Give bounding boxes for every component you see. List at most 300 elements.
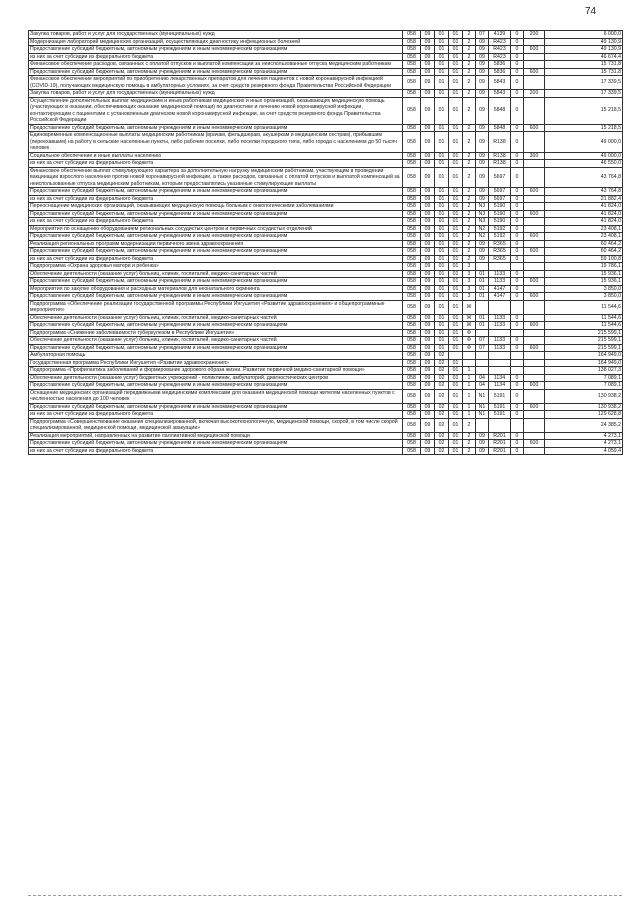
target-code-1-cell: 01 bbox=[449, 447, 463, 455]
target-code-3-cell: 09 bbox=[476, 68, 489, 76]
subsection-code-cell: 02 bbox=[435, 382, 449, 390]
target-code-4-cell: 5697 bbox=[489, 167, 511, 188]
chapter-code-cell: 058 bbox=[403, 329, 421, 337]
target-code-4-cell: R201 bbox=[489, 432, 511, 440]
target-code-3-cell: 01 bbox=[476, 278, 489, 286]
item-name-cell: Закупка товаров, работ и услуг для государственных (муниципальных) нужд bbox=[29, 31, 403, 39]
target-code-1-cell bbox=[449, 352, 463, 360]
section-code-cell: 09 bbox=[421, 322, 435, 330]
item-name-cell: Государственная программа Республики Ингушетия «Развитие здравоохранения» bbox=[29, 359, 403, 367]
expense-type-code-cell bbox=[524, 53, 545, 61]
subsection-code-cell: 01 bbox=[435, 38, 449, 46]
item-name-cell: из них за счет субсидии из федерального бюджета bbox=[29, 53, 403, 61]
subsection-code-cell: 01 bbox=[435, 233, 449, 241]
target-code-3-cell: 09 bbox=[476, 124, 489, 132]
target-code-1-cell: 01 bbox=[449, 31, 463, 39]
item-name-cell: Предоставление субсидий бюджетным, автономным учреждениям и иным некоммерческим организациям bbox=[29, 440, 403, 448]
expense-type-code-cell: 600 bbox=[524, 248, 545, 256]
section-code-cell: 09 bbox=[421, 270, 435, 278]
table-row bbox=[29, 314, 623, 322]
subsection-code-cell: 01 bbox=[435, 188, 449, 196]
section-code-cell: 09 bbox=[421, 160, 435, 168]
subsection-code-cell: 02 bbox=[435, 403, 449, 411]
target-code-3-cell: 09 bbox=[476, 152, 489, 160]
target-code-1-cell: 01 bbox=[449, 255, 463, 263]
target-code-5-cell: 0 bbox=[511, 167, 524, 188]
target-code-2-cell: 2 bbox=[463, 53, 476, 61]
item-name-cell: Закупка товаров, работ и услуг для государственных (муниципальных) нужд bbox=[29, 90, 403, 98]
expense-type-code-cell bbox=[524, 225, 545, 233]
target-code-1-cell: 01 bbox=[449, 248, 463, 256]
table-row bbox=[29, 352, 623, 360]
target-code-5-cell: 0 bbox=[511, 152, 524, 160]
target-code-2-cell: Ф bbox=[463, 329, 476, 337]
target-code-2-cell: 3 bbox=[463, 278, 476, 286]
target-code-5-cell bbox=[511, 300, 524, 314]
section-code-cell: 09 bbox=[421, 344, 435, 352]
budget-table bbox=[28, 30, 623, 455]
table-row bbox=[29, 167, 623, 188]
item-name-cell: Предоставление субсидий бюджетным, автономным учреждениям и иным некоммерческим организациям bbox=[29, 46, 403, 54]
target-code-2-cell: 2 bbox=[463, 225, 476, 233]
section-code-cell: 09 bbox=[421, 152, 435, 160]
section-code-cell: 09 bbox=[421, 352, 435, 360]
target-code-3-cell: 09 bbox=[476, 440, 489, 448]
target-code-2-cell: 2 bbox=[463, 203, 476, 211]
amount-cell: 11 544,6 bbox=[545, 300, 623, 314]
amount-cell: 3 850,0 bbox=[545, 285, 623, 293]
target-code-1-cell: 01 bbox=[449, 293, 463, 301]
amount-cell: 7 089,1 bbox=[545, 382, 623, 390]
target-code-3-cell: 07 bbox=[476, 337, 489, 345]
amount-cell: 129 628,8 bbox=[545, 411, 623, 419]
expense-type-code-cell: 600 bbox=[524, 344, 545, 352]
table-row bbox=[29, 322, 623, 330]
amount-cell: 43 764,8 bbox=[545, 167, 623, 188]
subsection-code-cell: 01 bbox=[435, 270, 449, 278]
item-name-cell: Предоставление субсидий бюджетным, автономным учреждениям и иным некоммерческим организациям bbox=[29, 124, 403, 132]
target-code-4-cell bbox=[489, 352, 511, 360]
target-code-2-cell: 2 bbox=[463, 447, 476, 455]
target-code-5-cell: 0 bbox=[511, 210, 524, 218]
target-code-5-cell bbox=[511, 418, 524, 432]
table-row bbox=[29, 132, 623, 153]
chapter-code-cell: 058 bbox=[403, 418, 421, 432]
section-code-cell: 09 bbox=[421, 210, 435, 218]
expense-type-code-cell bbox=[524, 300, 545, 314]
target-code-3-cell bbox=[476, 300, 489, 314]
chapter-code-cell: 058 bbox=[403, 53, 421, 61]
subsection-code-cell: 01 bbox=[435, 314, 449, 322]
item-name-cell: Предоставление субсидий бюджетным, автономным учреждениям и иным некоммерческим организациям bbox=[29, 278, 403, 286]
target-code-3-cell: 09 bbox=[476, 432, 489, 440]
expense-type-code-cell: 600 bbox=[524, 46, 545, 54]
amount-cell: 6 000,0 bbox=[545, 31, 623, 39]
target-code-4-cell: 4139 bbox=[489, 31, 511, 39]
amount-cell: 49 000,0 bbox=[545, 152, 623, 160]
amount-cell: 49 130,9 bbox=[545, 46, 623, 54]
expense-type-code-cell: 600 bbox=[524, 233, 545, 241]
target-code-4-cell: 5697 bbox=[489, 188, 511, 196]
expense-type-code-cell: 600 bbox=[524, 440, 545, 448]
amount-cell: 15 731,8 bbox=[545, 61, 623, 69]
subsection-code-cell: 01 bbox=[435, 255, 449, 263]
target-code-5-cell: 0 bbox=[511, 203, 524, 211]
section-code-cell: 09 bbox=[421, 225, 435, 233]
target-code-5-cell: 0 bbox=[511, 411, 524, 419]
target-code-5-cell: 0 bbox=[511, 124, 524, 132]
amount-cell: 46 550,0 bbox=[545, 160, 623, 168]
target-code-1-cell: 01 bbox=[449, 225, 463, 233]
expense-type-code-cell bbox=[524, 285, 545, 293]
item-name-cell: Социальное обеспечение и иные выплаты населению bbox=[29, 152, 403, 160]
target-code-2-cell: 2 bbox=[463, 46, 476, 54]
expense-type-code-cell bbox=[524, 374, 545, 382]
item-name-cell: Переоснащение медицинских организаций, оказывающих медицинскую помощь больным с онкологическими заболеваниями bbox=[29, 203, 403, 211]
target-code-5-cell: 0 bbox=[511, 432, 524, 440]
subsection-code-cell: 02 bbox=[435, 374, 449, 382]
subsection-code-cell: 01 bbox=[435, 218, 449, 226]
item-name-cell: Обеспечение деятельности (оказание услуг) больниц, клиник, госпиталей, медико-санитарных частей bbox=[29, 270, 403, 278]
target-code-3-cell: N2 bbox=[476, 233, 489, 241]
target-code-3-cell: N1 bbox=[476, 389, 489, 403]
target-code-5-cell bbox=[511, 359, 524, 367]
amount-cell: 215 599,1 bbox=[545, 337, 623, 345]
target-code-4-cell: 5192 bbox=[489, 225, 511, 233]
target-code-4-cell: 5697 bbox=[489, 195, 511, 203]
amount-cell: 11 544,6 bbox=[545, 314, 623, 322]
subsection-code-cell: 01 bbox=[435, 337, 449, 345]
chapter-code-cell: 058 bbox=[403, 300, 421, 314]
section-code-cell: 09 bbox=[421, 195, 435, 203]
item-name-cell: Обеспечение деятельности (оказание услуг) бюджетных учреждений - поликлиник, амбулаторий, диагностических центров bbox=[29, 374, 403, 382]
subsection-code-cell: 01 bbox=[435, 68, 449, 76]
target-code-3-cell bbox=[476, 418, 489, 432]
target-code-2-cell: Ж bbox=[463, 314, 476, 322]
expense-type-code-cell bbox=[524, 411, 545, 419]
subsection-code-cell: 01 bbox=[435, 203, 449, 211]
expense-type-code-cell bbox=[524, 160, 545, 168]
amount-cell: 15 936,1 bbox=[545, 270, 623, 278]
table-row bbox=[29, 90, 623, 98]
section-code-cell: 09 bbox=[421, 38, 435, 46]
amount-cell: 49 000,0 bbox=[545, 132, 623, 153]
target-code-2-cell: Ф bbox=[463, 344, 476, 352]
item-name-cell: Единовременные компенсационные выплаты медицинским работникам (врачам, фельдшерам, акушеркам и медицинским сестрам), прибывшим (переехавшим) на работу в сельские населенные пункты, либо рабочие поселки, либо поселки городского типа, либо города с населением до 50 тысяч человек bbox=[29, 132, 403, 153]
target-code-3-cell: 09 bbox=[476, 53, 489, 61]
target-code-5-cell: 0 bbox=[511, 248, 524, 256]
expense-type-code-cell bbox=[524, 352, 545, 360]
target-code-1-cell: 01 bbox=[449, 152, 463, 160]
target-code-2-cell: 3 bbox=[463, 270, 476, 278]
expense-type-code-cell bbox=[524, 132, 545, 153]
chapter-code-cell: 058 bbox=[403, 248, 421, 256]
target-code-2-cell: 1 bbox=[463, 367, 476, 375]
subsection-code-cell: 01 bbox=[435, 278, 449, 286]
target-code-4-cell: 1133 bbox=[489, 344, 511, 352]
chapter-code-cell: 058 bbox=[403, 263, 421, 271]
target-code-2-cell: 2 bbox=[463, 248, 476, 256]
target-code-3-cell: 01 bbox=[476, 293, 489, 301]
target-code-4-cell: 1133 bbox=[489, 337, 511, 345]
target-code-1-cell: 01 bbox=[449, 38, 463, 46]
target-code-5-cell: 0 bbox=[511, 46, 524, 54]
chapter-code-cell: 058 bbox=[403, 61, 421, 69]
target-code-5-cell: 0 bbox=[511, 382, 524, 390]
target-code-2-cell: 2 bbox=[463, 167, 476, 188]
table-row bbox=[29, 403, 623, 411]
section-code-cell: 09 bbox=[421, 432, 435, 440]
section-code-cell: 09 bbox=[421, 367, 435, 375]
subsection-code-cell: 01 bbox=[435, 195, 449, 203]
target-code-1-cell: 01 bbox=[449, 382, 463, 390]
item-name-cell: Реализация мероприятий, направленных на развитие паллиативной медицинской помощи bbox=[29, 432, 403, 440]
chapter-code-cell: 058 bbox=[403, 97, 421, 124]
subsection-code-cell: 01 bbox=[435, 322, 449, 330]
target-code-2-cell: 2 bbox=[463, 160, 476, 168]
target-code-3-cell: N3 bbox=[476, 218, 489, 226]
table-row bbox=[29, 152, 623, 160]
section-code-cell: 09 bbox=[421, 263, 435, 271]
chapter-code-cell: 058 bbox=[403, 152, 421, 160]
target-code-1-cell: 01 bbox=[449, 132, 463, 153]
expense-type-code-cell bbox=[524, 418, 545, 432]
target-code-4-cell: R423 bbox=[489, 46, 511, 54]
section-code-cell: 09 bbox=[421, 374, 435, 382]
target-code-1-cell: 01 bbox=[449, 411, 463, 419]
target-code-4-cell: R365 bbox=[489, 248, 511, 256]
target-code-5-cell bbox=[511, 367, 524, 375]
chapter-code-cell: 058 bbox=[403, 359, 421, 367]
expense-type-code-cell bbox=[524, 432, 545, 440]
section-code-cell: 09 bbox=[421, 447, 435, 455]
subsection-code-cell: 01 bbox=[435, 61, 449, 69]
target-code-3-cell: 09 bbox=[476, 46, 489, 54]
section-code-cell: 09 bbox=[421, 188, 435, 196]
target-code-4-cell: 1134 bbox=[489, 382, 511, 390]
chapter-code-cell: 058 bbox=[403, 285, 421, 293]
expense-type-code-cell: 200 bbox=[524, 90, 545, 98]
section-code-cell: 09 bbox=[421, 314, 435, 322]
section-code-cell: 09 bbox=[421, 278, 435, 286]
chapter-code-cell: 058 bbox=[403, 203, 421, 211]
table-row bbox=[29, 53, 623, 61]
subsection-code-cell: 01 bbox=[435, 46, 449, 54]
item-name-cell: из них за счет субсидии из федерального бюджета bbox=[29, 447, 403, 455]
target-code-3-cell: 09 bbox=[476, 132, 489, 153]
amount-cell: 17 339,5 bbox=[545, 76, 623, 90]
chapter-code-cell: 058 bbox=[403, 344, 421, 352]
target-code-2-cell: 1 bbox=[463, 389, 476, 403]
target-code-2-cell: 2 bbox=[463, 97, 476, 124]
item-name-cell: из них за счет субсидии из федерального бюджета bbox=[29, 218, 403, 226]
target-code-3-cell: 09 bbox=[476, 167, 489, 188]
table-row bbox=[29, 160, 623, 168]
amount-cell: 164 949,0 bbox=[545, 359, 623, 367]
target-code-1-cell: 01 bbox=[449, 389, 463, 403]
target-code-2-cell: 2 bbox=[463, 195, 476, 203]
target-code-2-cell: 2 bbox=[463, 68, 476, 76]
target-code-2-cell: 2 bbox=[463, 188, 476, 196]
target-code-1-cell: 01 bbox=[449, 61, 463, 69]
page-bottom-rule bbox=[28, 895, 622, 896]
target-code-4-cell: 5843 bbox=[489, 76, 511, 90]
target-code-2-cell: Ж bbox=[463, 300, 476, 314]
section-code-cell: 09 bbox=[421, 285, 435, 293]
item-name-cell: Подпрограмма «Охрана здоровья матери и ребенка» bbox=[29, 263, 403, 271]
target-code-3-cell bbox=[476, 329, 489, 337]
item-name-cell: Предоставление субсидий бюджетным, автономным учреждениям и иным некоммерческим организациям bbox=[29, 248, 403, 256]
subsection-code-cell: 01 bbox=[435, 167, 449, 188]
item-name-cell: из них за счет субсидии из федерального бюджета bbox=[29, 411, 403, 419]
target-code-4-cell: 5848 bbox=[489, 97, 511, 124]
item-name-cell: Подпрограмма «Снижение заболеваемости туберкулезом в Республике Ингушетия» bbox=[29, 329, 403, 337]
item-name-cell: Предоставление субсидий бюджетным, автономным учреждениям и иным некоммерческим организациям bbox=[29, 188, 403, 196]
expense-type-code-cell bbox=[524, 329, 545, 337]
amount-cell: 19 786,1 bbox=[545, 263, 623, 271]
target-code-1-cell: 01 bbox=[449, 53, 463, 61]
amount-cell: 24 385,2 bbox=[545, 418, 623, 432]
target-code-3-cell: 09 bbox=[476, 90, 489, 98]
target-code-1-cell: 01 bbox=[449, 359, 463, 367]
item-name-cell: Предоставление субсидий бюджетным, автономным учреждениям и иным некоммерческим организациям bbox=[29, 403, 403, 411]
target-code-5-cell: 0 bbox=[511, 233, 524, 241]
subsection-code-cell: 01 bbox=[435, 329, 449, 337]
subsection-code-cell: 02 bbox=[435, 411, 449, 419]
expense-type-code-cell bbox=[524, 203, 545, 211]
target-code-5-cell: 0 bbox=[511, 132, 524, 153]
subsection-code-cell: 01 bbox=[435, 152, 449, 160]
amount-cell: 215 599,1 bbox=[545, 329, 623, 337]
table-row bbox=[29, 61, 623, 69]
amount-cell: 7 089,1 bbox=[545, 374, 623, 382]
target-code-4-cell: 4147 bbox=[489, 293, 511, 301]
section-code-cell: 09 bbox=[421, 132, 435, 153]
subsection-code-cell: 01 bbox=[435, 97, 449, 124]
amount-cell: 59 100,8 bbox=[545, 255, 623, 263]
expense-type-code-cell: 600 bbox=[524, 293, 545, 301]
section-code-cell: 09 bbox=[421, 124, 435, 132]
target-code-1-cell: 01 bbox=[449, 97, 463, 124]
target-code-1-cell: 01 bbox=[449, 329, 463, 337]
target-code-2-cell: 2 bbox=[463, 233, 476, 241]
amount-cell: 15 218,5 bbox=[545, 124, 623, 132]
target-code-2-cell: 2 bbox=[463, 132, 476, 153]
target-code-1-cell: 01 bbox=[449, 233, 463, 241]
target-code-1-cell: 01 bbox=[449, 440, 463, 448]
target-code-1-cell: 01 bbox=[449, 374, 463, 382]
subsection-code-cell: 01 bbox=[435, 344, 449, 352]
target-code-3-cell: 01 bbox=[476, 285, 489, 293]
target-code-2-cell: 1 bbox=[463, 374, 476, 382]
target-code-2-cell: 2 bbox=[463, 432, 476, 440]
target-code-4-cell: R138 bbox=[489, 152, 511, 160]
item-name-cell: Оснащение медицинских организаций передвижными медицинскими комплексами для оказания медицинской помощи жителям населенных пунктов с численностью населения до 100 человек bbox=[29, 389, 403, 403]
expense-type-code-cell: 600 bbox=[524, 188, 545, 196]
target-code-4-cell: R423 bbox=[489, 53, 511, 61]
target-code-4-cell: 5190 bbox=[489, 210, 511, 218]
section-code-cell: 09 bbox=[421, 218, 435, 226]
item-name-cell: Амбулаторная помощь bbox=[29, 352, 403, 360]
subsection-code-cell: 01 bbox=[435, 160, 449, 168]
target-code-5-cell: 0 bbox=[511, 255, 524, 263]
table-row bbox=[29, 329, 623, 337]
amount-cell: 15 936,1 bbox=[545, 278, 623, 286]
amount-cell: 4 273,1 bbox=[545, 440, 623, 448]
target-code-3-cell bbox=[476, 359, 489, 367]
item-name-cell: Финансовое обеспечение выплат стимулирующего характера за дополнительную нагрузку медицинским работникам, участвующим в проведении вакцинации взрослого населения против новой коронавирусной инфекции, а также расходов, связанных с оплатой отпусков и выплатой компенсаций за неиспользованные отпуска медицинским работникам, которым предоставлялись указанные стимулирующие выплаты bbox=[29, 167, 403, 188]
table-row bbox=[29, 300, 623, 314]
amount-cell: 41 824,0 bbox=[545, 218, 623, 226]
target-code-2-cell: 1 bbox=[463, 403, 476, 411]
expense-type-code-cell bbox=[524, 97, 545, 124]
section-code-cell: 09 bbox=[421, 46, 435, 54]
subsection-code-cell: 02 bbox=[435, 418, 449, 432]
table-row bbox=[29, 195, 623, 203]
item-name-cell: из них за счет субсидии из федерального бюджета bbox=[29, 255, 403, 263]
target-code-1-cell: 01 bbox=[449, 337, 463, 345]
target-code-4-cell: 1133 bbox=[489, 322, 511, 330]
target-code-5-cell: 0 bbox=[511, 160, 524, 168]
table-row bbox=[29, 337, 623, 345]
target-code-5-cell: 0 bbox=[511, 374, 524, 382]
target-code-5-cell: 0 bbox=[511, 270, 524, 278]
target-code-3-cell: 09 bbox=[476, 248, 489, 256]
chapter-code-cell: 058 bbox=[403, 160, 421, 168]
table-row bbox=[29, 418, 623, 432]
target-code-3-cell: 09 bbox=[476, 160, 489, 168]
amount-cell: 49 130,9 bbox=[545, 38, 623, 46]
target-code-1-cell: 01 bbox=[449, 195, 463, 203]
chapter-code-cell: 058 bbox=[403, 68, 421, 76]
target-code-5-cell: 0 bbox=[511, 195, 524, 203]
target-code-1-cell: 01 bbox=[449, 344, 463, 352]
target-code-1-cell: 01 bbox=[449, 167, 463, 188]
target-code-2-cell: 1 bbox=[463, 411, 476, 419]
chapter-code-cell: 058 bbox=[403, 210, 421, 218]
subsection-code-cell: 02 bbox=[435, 352, 449, 360]
table-row bbox=[29, 31, 623, 39]
target-code-3-cell: N2 bbox=[476, 225, 489, 233]
target-code-3-cell: 01 bbox=[476, 322, 489, 330]
target-code-2-cell: 1 bbox=[463, 382, 476, 390]
target-code-5-cell: 0 bbox=[511, 38, 524, 46]
item-name-cell: Финансовое обеспечение мероприятий по приобретению лекарственных препаратов для лечения пациентов с новой коронавирусной инфекцией (COVID-19), получающих медицинскую помощь в амбулаторных условиях, за счет средств резервного фонда Правительства Российской Федерации bbox=[29, 76, 403, 90]
target-code-5-cell: 0 bbox=[511, 389, 524, 403]
target-code-1-cell: 01 bbox=[449, 322, 463, 330]
subsection-code-cell: 02 bbox=[435, 389, 449, 403]
item-name-cell: Предоставление субсидий бюджетным, автономным учреждениям и иным некоммерческим организациям bbox=[29, 344, 403, 352]
target-code-3-cell: 07 bbox=[476, 344, 489, 352]
chapter-code-cell: 058 bbox=[403, 447, 421, 455]
expense-type-code-cell bbox=[524, 240, 545, 248]
section-code-cell: 09 bbox=[421, 53, 435, 61]
expense-type-code-cell: 600 bbox=[524, 278, 545, 286]
chapter-code-cell: 058 bbox=[403, 218, 421, 226]
item-name-cell: Подпрограмма «Обеспечение реализации государственной программы Республики Ингушетия «Развитие здравоохранения» и общепрограммные мероприятия» bbox=[29, 300, 403, 314]
chapter-code-cell: 058 bbox=[403, 46, 421, 54]
subsection-code-cell: 01 bbox=[435, 90, 449, 98]
section-code-cell: 09 bbox=[421, 76, 435, 90]
item-name-cell: Реализация региональных программ модернизации первичного звена здравоохранения bbox=[29, 240, 403, 248]
target-code-1-cell: 01 bbox=[449, 203, 463, 211]
item-name-cell: Модернизация лабораторий медицинских организаций, осуществляющих диагностику инфекционных болезней bbox=[29, 38, 403, 46]
subsection-code-cell: 01 bbox=[435, 76, 449, 90]
target-code-2-cell: 2 bbox=[463, 124, 476, 132]
section-code-cell: 09 bbox=[421, 403, 435, 411]
target-code-5-cell: 0 bbox=[511, 225, 524, 233]
target-code-4-cell bbox=[489, 367, 511, 375]
